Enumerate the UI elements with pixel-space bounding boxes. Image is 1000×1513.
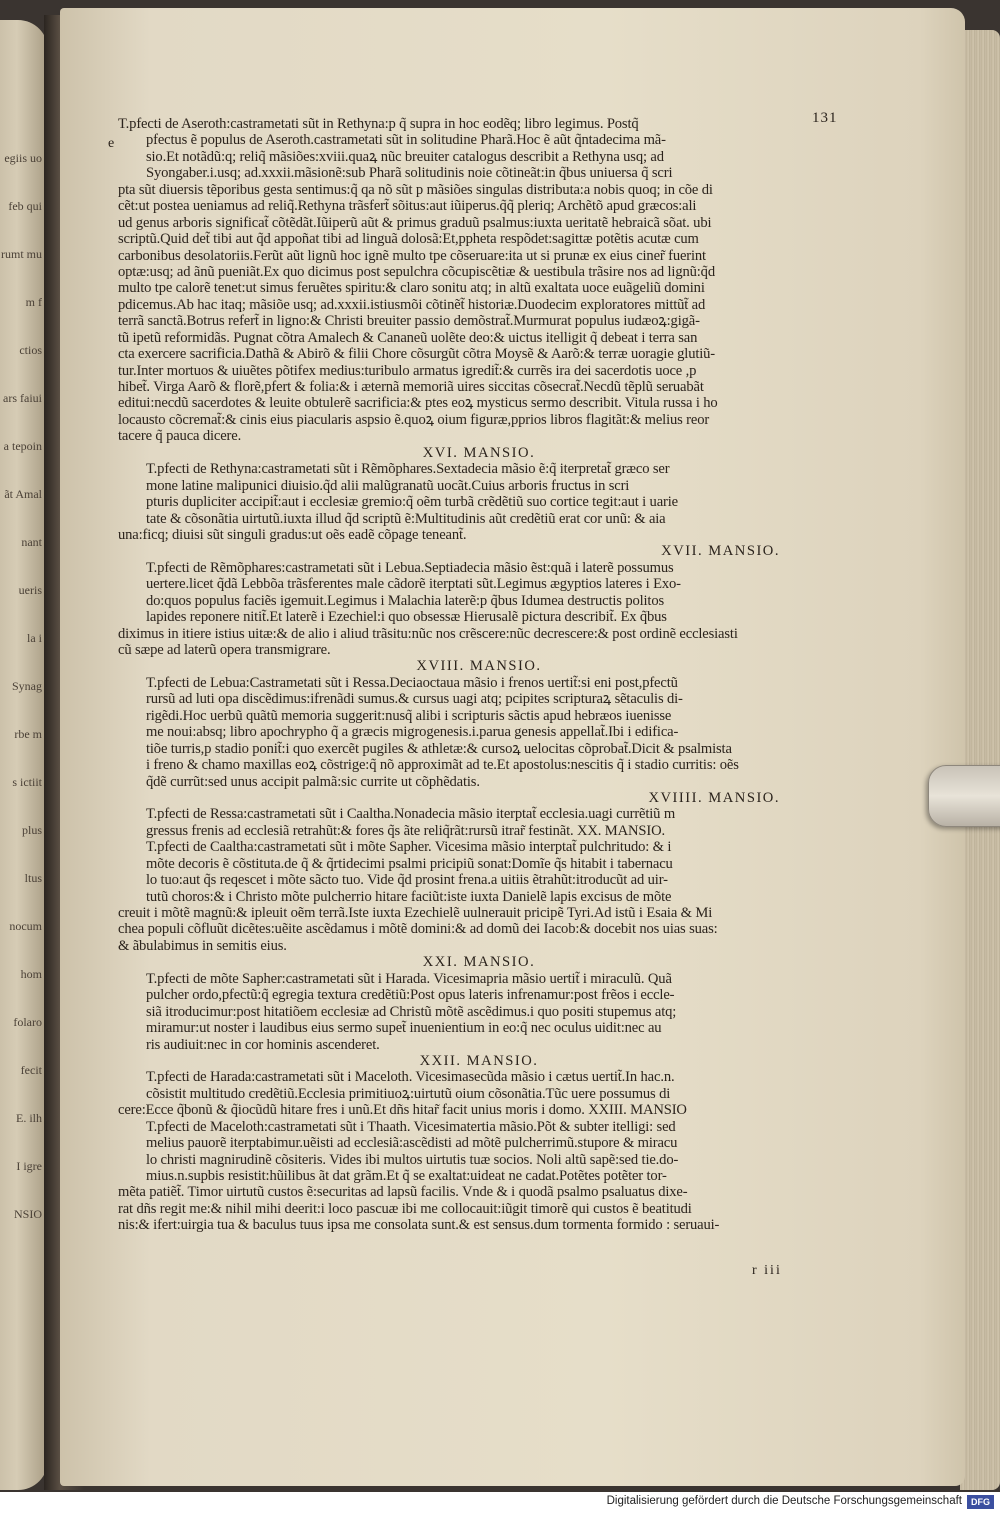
text-line: lo christi magnirudinẽ cõsiteris. Vides ibi multos uirtutis tuæ socios. Noli altũ sapẽ:sed tie.do- — [146, 1151, 679, 1168]
left-page-fragment: nocum — [9, 919, 42, 933]
text-line: miramur:ut noster i laudibus eius sermo supet̃ inuenientium in eo:q̃ nec oculus uidit:nec au — [146, 1020, 662, 1037]
mansio-heading: XVIIII. MANSIO. — [648, 789, 780, 806]
text-line: cẽt:ut postea ueniamus ad reliq̃.Rethyna trãsfert̃ sõitus:aut iũiperus.q̃q̃ pleriq; Archẽtõ apud græcos:ali — [118, 198, 697, 215]
left-page-fragment: rumt mu — [1, 247, 42, 261]
left-page-fragment: E. ilh — [16, 1111, 42, 1125]
left-page-fragment: feb qui — [8, 199, 42, 213]
signature-mark: r iii — [752, 1263, 782, 1278]
text-line: pturis dupliciter accipit̃:aut i ecclesiæ gremio:q̃ oẽm turbã crẽdẽtiũ suo cortice tegit:aut i uarie — [146, 494, 678, 511]
text-line: rigẽdi.Hoc uerbũ quãtũ memoria suggerit:nusq̃ alibi i scripturis sãctis apud hebræos iuenisse — [146, 707, 672, 724]
left-page-fragment: la i — [27, 631, 42, 645]
left-page-fragment: ars faiui — [3, 391, 42, 405]
text-line: lo tuo:aut q̃s reqescet i mõte sãcto tuo. Vide q̃d prosint frena.a uitiis ẽtrahũt:itroducũt ad uir- — [146, 872, 668, 889]
text-line: pdicemus.Ab hac itaq; mãsiõe usq; ad.xxxii.istiusmõi cõtinẽt̃ historiæ.Duodecim exploratores mittũt̃ ad — [118, 296, 706, 313]
text-line: pulcher ordo,pfectũ:q̃ egregia textura credẽtiũ:Post opus lateris infrenamur:post frẽos i eccle- — [146, 987, 675, 1004]
folio-number: 131 — [812, 110, 838, 126]
text-line: hibet̃. Virga Aarõ & florẽ,pfert & folia:& i æternã memoriã uires siccitas cõsecrat̃.Necdũ tẽplũ seruabãt — [118, 379, 704, 395]
left-page-fragment: rbe m — [14, 727, 42, 741]
text-line: T.pfecti de mõte Sapher:castrametati sũt i Harada. Vicesimapria mãsio uertit̃ i miraculũ. Quã — [146, 970, 672, 987]
text-line: tutũ choros:& i Christo mõte pulcherrio hitare faciũt:iste iuxta Danielẽ lapis excisus de mõte — [146, 888, 672, 905]
left-page-fragment: hom — [20, 967, 42, 981]
text-line: pfectus ẽ populus de Aseroth.castrametati sũt in solitudine Pharã.Hoc ẽ aũt q̃ntadecima mã- — [146, 132, 666, 149]
text-line: cõsistit multitudo credẽtiũ.Ecclesia primitiuoꝝ:uirtutũ oium cõsonãtia.Tũc uere possumus di — [146, 1085, 671, 1102]
text-line: mius.n.supbis resistit:hũilibus ãt dat grãm.Et q̃ se exaltat:uideat ne cadat.Potẽtes potẽter tor- — [146, 1168, 667, 1184]
text-line: mone latine malipunici diuisio.q̃d alii malũgranatũ uocãt.Cuius arboris fructus in scri — [146, 477, 630, 494]
text-line: editui:necdũ sacerdotes & leuite obtulerẽ sacrificia:& ptes eoꝝ mysticus sermo describit. Vitula russa i ho — [118, 395, 718, 412]
text-line: T.pfecti de Maceloth:castrametati sũt i Thaath. Vicesimatertia mãsio.Põt & subter itelligi: sed — [146, 1118, 676, 1135]
dfg-logo-icon: DFG — [967, 1495, 994, 1509]
text-line: mõte decoris ẽ cõstituta.de q̃ & q̃rtidecimi psalmi pricipiũ sonat:Domĩe q̃s hitabit i tabernacu — [146, 855, 673, 872]
text-line: creuit i mõtẽ magnũ:& ipleuit oẽm terrã.Iste iuxta Ezechielẽ uulnerauit pricipẽ Tyri.Ad istũ i Esaia & Mi — [118, 905, 713, 921]
text-line: Syongaber.i.usq; ad.xxxii.mãsionẽ:sub Pharã solitudinis noie cõtineãt:in q̃bus uniuersa q̃ scri — [146, 165, 673, 182]
text-block — [118, 116, 840, 1234]
left-page-fragment: a tepoin — [3, 439, 42, 453]
mansio-heading: XVII. MANSIO. — [661, 543, 780, 560]
text-line: T.pfecti de Harada:castrametati sũt i Maceloth. Vicesimasecũda mãsio i cætus uertit̃.In hac.n. — [146, 1069, 675, 1086]
left-page-fragment: ãt Amal — [4, 487, 42, 501]
left-page-fragment: ltus — [24, 871, 42, 885]
text-line: diximus in itiere istius uitæ:& de alio i aliud trãsitu:nũc nos crẽscere:nũc decrescere:& post ordinẽ ecclesiasti — [118, 625, 738, 642]
left-page-fragment: folaro — [13, 1015, 42, 1029]
text-line: T.pfecti de Caaltha:castrametati sũt i mõte Sapher. Vicesima mãsio interptat̃ pulchritudo: & i — [146, 839, 672, 856]
text-line: ud genus arboris significat̃ cõtẽdãt.Iũiperũ aũt & primus graduũ psalmus:iuxta ueritatẽ hebraicã sõat. ubi — [118, 214, 712, 231]
text-line: carbonibus desolatoriis.Ferũt aũt lignũ hoc ignẽ multo tpe cõseruare:ita ut si prunæ ex eius ciner̃ fuerint — [118, 247, 706, 264]
text-line: T.pfecti de Ressa:castrametati sũt i Caaltha.Nonadecia mãsio iterptat̃ ecclesia.uagi currẽtiũ m — [146, 806, 676, 823]
text-line: chea populi cõfluũt dicẽtes:uẽite ascẽdamus i mõtẽ domini:& ad domũ dei Iacob:& docebit nos uias suas: — [118, 921, 718, 938]
text-line: mẽta patiẽt̃. Timor uirtutũ custos ẽ:securitas ad lapsũ facilis. Vnde & i quodã psalmo psaluatus dixe- — [118, 1184, 688, 1201]
text-line: T.pfecti de Rethyna:castrametati sũt i Rẽmõphares.Sextadecia mãsio ẽ:q̃ iterpretat̃ græco ser — [146, 461, 670, 478]
mansio-heading: XXII. MANSIO. — [419, 1052, 539, 1069]
text-line: rursũ ad luti opa discẽdimus:ifrenãdi sumus.& cursus uagi atq; pcipites scripturaꝝ sẽtaculis di- — [146, 691, 683, 708]
mansio-heading: XXI. MANSIO. — [422, 954, 536, 971]
tab-marker — [928, 765, 1000, 827]
text-line: do:quos populus faciẽs igemuit.Legimus i Malachia laterẽ:p q̃bus Idumea destructis politos — [146, 592, 664, 609]
text-line: tiõe turris,p stadio ponit̃:i quo exercẽt pugiles & athletæ:& cursoꝝ uelocitas cõprobat̃.Dicit & psalmista — [146, 740, 732, 757]
page-edges — [960, 30, 1000, 1490]
mansio-heading: XVIII. MANSIO. — [416, 658, 542, 675]
left-page-fragment: fecit — [20, 1063, 42, 1077]
text-line: tacere q̃ pauca dicere. — [118, 428, 242, 445]
text-line: terrã sanctã.Botrus refert̃ in ligno:& Christi breuiter passio demõstrat̃.Murmurat populus iudæoꝝ:gigã- — [118, 313, 700, 330]
text-line: q̃dẽ currũt:sed unus accipit palmã:sic currite ut cõphẽdatis. — [146, 773, 480, 790]
text-line: & ãbulabimus in semitis eius. — [118, 937, 287, 954]
marginal-letter: e — [108, 136, 115, 151]
text-line: siã itroducimur:post hitatiõem ecclesiæ ad Christũ mõtẽ ascẽdimus.i quo positi stupemus atq; — [146, 1003, 677, 1020]
text-line: pta sũt diuersis tẽporibus gesta sentimus:q̃ qa nõ sũt p mãsiões singulas distributa:a nobis quoq; in cõe di — [118, 181, 713, 198]
text-line: lapides reponere nitit̃.Et laterẽ i Ezechiel:i quo obsessæ Hierusalẽ pictura describit̃. Ex q̃bus — [146, 609, 667, 626]
text-line: T.pfecti de Rẽmõphares:castrametati sũt i Lebua.Septiadecia mãsio ẽst:quã i laterẽ possumus — [146, 559, 674, 576]
text-line: gressus frenis ad ecclesiã retrahũt:& fores q̃s ãte reliq̃rãt:rursũ itrar̃ festinãt. XX. MANSIO. — [146, 822, 665, 839]
text-line: nis:& ifert:uirgia tua & baculus tuus ipsa me consolata sunt.& est sensus.dum tormenta formido : seruaui- — [118, 1217, 720, 1234]
text-line: scriptũ.Quid det̃ tibi aut q̃d appoñat tibi ad linguã dolosã:Et,ppheta respõdet:sagittæ potẽtis acutæ cum — [118, 231, 699, 248]
text-line: cta exercere sacrificia.Dathã & Abirõ & filii Chore cõsurgũt cõtra Moysẽ & Aarõ:& terræ uoragie glutiũ- — [118, 346, 716, 363]
footer-bar — [0, 1492, 1000, 1513]
text-line: T.pfecti de Lebua:Castrametati sũt i Ressa.Deciaoctaua mãsio i frenos uertit̃:si eni post,pfectũ — [146, 674, 678, 691]
text-line: tũ ipetũ reformidãs. Pugnat cõtra Amalech & Cananeũ uolẽte deo:& uictus itelligit q̃ debeat i terra san — [118, 329, 698, 346]
text-line: locausto cõcremat̃:& cinis eius piacularis aspsio ẽ.quoꝝ oium figuræ,pprios libros flagitãt:& melius reor — [118, 411, 710, 428]
left-page-fragment: egiis uo — [4, 151, 42, 165]
text-line: multo tpe calorẽ tenet:ut simus feruẽtes spiritu:& claro sonitu atq; in altũ exaltata uoce euãgeliũ domini — [118, 280, 705, 297]
left-page-fragment: ctios — [19, 343, 42, 357]
text-line: rat dñs regit me:& nihil mihi deerit:i loco pascuæ ibi me collocauit:iũgit timorẽ qui custos ẽ beatitudi — [118, 1200, 692, 1217]
text-line: ris audiuit:nec in cor hominis ascenderet. — [146, 1036, 380, 1053]
left-page-fragment: Synag — [12, 679, 42, 693]
text-line: T.pfecti de Aseroth:castrametati sũt in Rethyna:p q̃ supra in hoc eodẽq; libro legimus. Postq̃ — [118, 116, 639, 132]
left-page-fragment: ueris — [18, 583, 42, 597]
text-line: me noui:absq; libro apochrypho q̃ a græcis migrogenesis.i.parua genesis appellat̃.Ibi i edifica- — [146, 724, 679, 741]
text-line: i freno & chamo maxillas eoꝝ cõstrige:q̃ nõ approximãt ad te.Et apostolus:nescitis q̃ i stadio curritis: oẽs — [146, 757, 739, 774]
mansio-heading: XVI. MANSIO. — [422, 444, 536, 461]
left-facing-page — [0, 20, 48, 1490]
left-page-fragment: nant — [21, 535, 42, 549]
text-line: melius pauorẽ iterptabimur.uẽisti ad ecclesiã:ascẽdisti ad mõtẽ pulcherrimũ.stupore & miracu — [146, 1135, 678, 1152]
text-line: optæ:usq; ad ãnũ pueniãt.Ex quo dicimus post sepulchra cõcupiscẽtiæ & uestibula trãsire nos ad lignũ:q̃d — [118, 263, 715, 280]
text-line: una:ficq; diuisi sũt singuli gradus:ut oẽs eadẽ cõpage teneant̃. — [118, 526, 467, 543]
text-line: tur.Inter mortuos & uiuẽtes põtifex medius:turibulo armatus igredit̃:& currẽs ira dei sacerdotis uoce ,p — [118, 362, 697, 379]
left-page-fragment: s ictiit — [12, 775, 42, 789]
text-line: sio.Et notãdũ:q; reliq̃ mãsiões:xviii.quaꝝ nũc breuiter catalogus describit a Rethyna usq; ad — [146, 148, 664, 165]
text-line: uertere.licet q̃dã Lebbõa trãsferentes male cãdorẽ iterptati sũt.Legimus ægyptios lateres i Exo- — [146, 576, 681, 593]
left-page-fragment: m f — [25, 295, 42, 309]
footer-credit: Digitalisierung gefördert durch die Deutsche Forschungsgemeinschaft — [606, 1495, 962, 1507]
left-page-fragment: NSIO — [13, 1207, 42, 1221]
text-line: cũ sæpe ad laterũ opera transmigrare. — [118, 642, 331, 658]
text-line: cere:Ecce q̃bonũ & q̃iocũdũ hitare fres i unũ.Et dñs hitar̃ facit unius moris i domo. XXIII. MANSIO — [118, 1102, 687, 1119]
text-line: tate & cõsonãtia uirtutũ.iuxta illud q̃d scriptũ ẽ:Multitudinis aũt credẽtiũ erat cor unũ: & aia — [146, 510, 666, 527]
left-page-fragment: I igre — [16, 1159, 42, 1173]
left-page-fragment: plus — [21, 823, 42, 837]
